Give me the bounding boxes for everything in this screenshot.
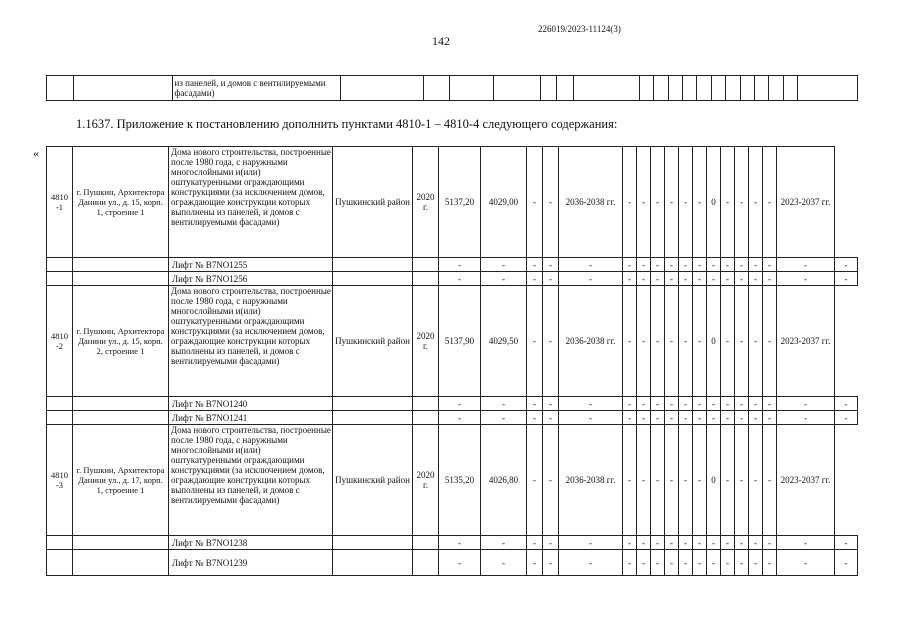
lift-row bbox=[47, 536, 858, 550]
empty-cell bbox=[73, 258, 169, 272]
lift-value: - bbox=[835, 411, 858, 425]
record-value: - bbox=[679, 286, 693, 397]
record-address: г. Пушкин, Архитектора Данини ул., д. 15, корп. 1, строение 1 bbox=[73, 147, 169, 258]
empty-cell bbox=[711, 76, 725, 101]
lift-value: - bbox=[707, 536, 721, 550]
continuation-row bbox=[47, 76, 858, 101]
record-value: - bbox=[651, 286, 665, 397]
lift-value: - bbox=[543, 258, 559, 272]
record-value: - bbox=[543, 286, 559, 397]
empty-cell bbox=[697, 76, 711, 101]
lift-value: - bbox=[665, 536, 679, 550]
lift-value: - bbox=[721, 550, 735, 576]
lift-value: - bbox=[559, 272, 623, 286]
lift-value: - bbox=[749, 550, 763, 576]
record-code: 4810 -1 bbox=[47, 147, 73, 258]
record-address: г. Пушкин, Архитектора Данини ул., д. 15, корп. 2, строение 1 bbox=[73, 286, 169, 397]
lift-value: - bbox=[637, 272, 651, 286]
lift-value: - bbox=[623, 258, 637, 272]
record-district: Пушкинский район bbox=[333, 147, 413, 258]
lift-value: - bbox=[735, 272, 749, 286]
document-number: 226019/2023-11124(3) bbox=[538, 24, 621, 34]
record-value: - bbox=[637, 147, 651, 258]
empty-cell bbox=[413, 411, 439, 425]
record-value: - bbox=[763, 286, 777, 397]
record-row bbox=[47, 286, 858, 397]
empty-cell bbox=[333, 258, 413, 272]
lift-value: - bbox=[527, 272, 543, 286]
lift-value: - bbox=[559, 550, 623, 576]
lift-value: - bbox=[749, 536, 763, 550]
lift-value: - bbox=[735, 397, 749, 411]
empty-cell bbox=[333, 397, 413, 411]
record-area-total: 5135,20 bbox=[439, 425, 481, 536]
lift-value: - bbox=[777, 397, 835, 411]
lift-value: - bbox=[665, 258, 679, 272]
record-value: - bbox=[679, 147, 693, 258]
empty-cell bbox=[413, 258, 439, 272]
lift-value: - bbox=[749, 397, 763, 411]
record-description: Дома нового строительства, построенные после 1980 года, с наружными многослойными и(или) оштукатуренными ограждающими конструкциями (за исключением домов, ограждающие конструкции которых выполнены из панелей, и домов с вентилируемыми фасадами) bbox=[169, 425, 333, 536]
lift-value: - bbox=[721, 411, 735, 425]
record-address: г. Пушкин, Архитектора Данини ул., д. 17, корп. 1, строение 1 bbox=[73, 425, 169, 536]
record-value: 0 bbox=[707, 425, 721, 536]
lift-value: - bbox=[735, 550, 749, 576]
empty-cell bbox=[47, 272, 73, 286]
lift-value: - bbox=[543, 397, 559, 411]
lift-value: - bbox=[777, 411, 835, 425]
lift-value: - bbox=[679, 411, 693, 425]
lift-value: - bbox=[679, 550, 693, 576]
empty-cell bbox=[726, 76, 740, 101]
lift-value: - bbox=[637, 550, 651, 576]
lift-value: - bbox=[637, 536, 651, 550]
record-value: - bbox=[679, 425, 693, 536]
record-value: - bbox=[527, 425, 543, 536]
empty-cell bbox=[668, 76, 682, 101]
record-value: - bbox=[721, 425, 735, 536]
record-area-total: 5137,90 bbox=[439, 286, 481, 397]
empty-cell bbox=[73, 536, 169, 550]
record-repair-period: 2036-2038 гг. bbox=[559, 147, 623, 258]
section-heading: 1.1637. Приложение к постановлению дополнить пунктами 4810-1 – 4810-4 следующего содержания: bbox=[76, 117, 618, 131]
record-value: - bbox=[735, 425, 749, 536]
lift-value: - bbox=[693, 258, 707, 272]
lift-value: - bbox=[439, 272, 481, 286]
lift-value: - bbox=[763, 536, 777, 550]
empty-cell bbox=[769, 76, 783, 101]
lift-row bbox=[47, 411, 858, 425]
record-value: - bbox=[651, 425, 665, 536]
record-value: - bbox=[763, 147, 777, 258]
lift-value: - bbox=[439, 397, 481, 411]
record-year: 2020 г. bbox=[413, 147, 439, 258]
empty-cell bbox=[573, 76, 639, 101]
record-value: - bbox=[665, 425, 679, 536]
lift-value: - bbox=[721, 397, 735, 411]
lift-value: - bbox=[651, 550, 665, 576]
lift-value: - bbox=[665, 411, 679, 425]
record-value: - bbox=[763, 425, 777, 536]
lift-row bbox=[47, 397, 858, 411]
lift-value: - bbox=[835, 258, 858, 272]
lift-name: Лифт № B7NO1238 bbox=[169, 536, 333, 550]
empty-cell bbox=[413, 397, 439, 411]
record-year: 2020 г. bbox=[413, 425, 439, 536]
record-value: 0 bbox=[707, 286, 721, 397]
record-district: Пушкинский район bbox=[333, 425, 413, 536]
lift-value: - bbox=[559, 397, 623, 411]
lift-value: - bbox=[651, 397, 665, 411]
lift-value: - bbox=[777, 550, 835, 576]
empty-cell bbox=[413, 536, 439, 550]
record-value: - bbox=[721, 147, 735, 258]
lift-value: - bbox=[835, 550, 858, 576]
record-value: - bbox=[637, 425, 651, 536]
empty-cell bbox=[493, 76, 540, 101]
lift-value: - bbox=[651, 258, 665, 272]
record-value: - bbox=[693, 286, 707, 397]
lift-value: - bbox=[721, 258, 735, 272]
record-value: - bbox=[651, 147, 665, 258]
empty-cell bbox=[47, 536, 73, 550]
lift-value: - bbox=[693, 397, 707, 411]
empty-cell bbox=[740, 76, 754, 101]
lift-value: - bbox=[637, 411, 651, 425]
lift-value: - bbox=[623, 397, 637, 411]
empty-cell bbox=[333, 411, 413, 425]
lift-value: - bbox=[665, 397, 679, 411]
lift-value: - bbox=[749, 272, 763, 286]
lift-value: - bbox=[543, 550, 559, 576]
lift-name: Лифт № B7NO1239 bbox=[169, 550, 333, 576]
lift-value: - bbox=[735, 258, 749, 272]
lift-value: - bbox=[623, 411, 637, 425]
record-value: - bbox=[749, 147, 763, 258]
lift-value: - bbox=[777, 258, 835, 272]
lift-value: - bbox=[637, 397, 651, 411]
empty-cell bbox=[333, 272, 413, 286]
empty-cell bbox=[73, 76, 172, 101]
lift-row bbox=[47, 550, 858, 576]
record-value: - bbox=[735, 147, 749, 258]
empty-cell bbox=[413, 272, 439, 286]
empty-cell bbox=[423, 76, 450, 101]
lift-value: - bbox=[527, 258, 543, 272]
record-code: 4810 -3 bbox=[47, 425, 73, 536]
lift-value: - bbox=[763, 397, 777, 411]
record-area-living: 4026,80 bbox=[481, 425, 527, 536]
continuation-table bbox=[46, 75, 858, 101]
record-final-period: 2023-2037 гг. bbox=[777, 425, 835, 536]
lift-value: - bbox=[693, 272, 707, 286]
lift-value: - bbox=[693, 536, 707, 550]
lift-value: - bbox=[543, 272, 559, 286]
lift-value: - bbox=[835, 536, 858, 550]
lift-value: - bbox=[749, 258, 763, 272]
lift-value: - bbox=[707, 411, 721, 425]
record-row bbox=[47, 425, 858, 536]
empty-cell bbox=[450, 76, 493, 101]
lift-value: - bbox=[439, 411, 481, 425]
record-value: - bbox=[527, 286, 543, 397]
record-value: - bbox=[543, 425, 559, 536]
record-value: - bbox=[693, 147, 707, 258]
record-description: Дома нового строительства, построенные после 1980 года, с наружными многослойными и(или) оштукатуренными ограждающими конструкциями (за исключением домов, ограждающие конструкции которых выполнены из панелей, и домов с вентилируемыми фасадами) bbox=[169, 286, 333, 397]
lift-value: - bbox=[693, 411, 707, 425]
empty-cell bbox=[333, 536, 413, 550]
empty-cell bbox=[73, 550, 169, 576]
record-repair-period: 2036-2038 гг. bbox=[559, 286, 623, 397]
record-value: - bbox=[637, 286, 651, 397]
lift-value: - bbox=[707, 397, 721, 411]
lift-value: - bbox=[623, 550, 637, 576]
lift-value: - bbox=[543, 411, 559, 425]
record-value: - bbox=[735, 286, 749, 397]
lift-value: - bbox=[665, 272, 679, 286]
empty-cell bbox=[73, 272, 169, 286]
empty-cell bbox=[654, 76, 668, 101]
record-repair-period: 2036-2038 гг. bbox=[559, 425, 623, 536]
lift-value: - bbox=[481, 411, 527, 425]
lift-value: - bbox=[679, 272, 693, 286]
lift-value: - bbox=[651, 536, 665, 550]
lift-value: - bbox=[543, 536, 559, 550]
record-value: - bbox=[665, 286, 679, 397]
lift-value: - bbox=[721, 536, 735, 550]
lift-row bbox=[47, 272, 858, 286]
record-year: 2020 г. bbox=[413, 286, 439, 397]
lift-value: - bbox=[623, 272, 637, 286]
lift-value: - bbox=[707, 550, 721, 576]
lift-value: - bbox=[763, 272, 777, 286]
record-area-total: 5137,20 bbox=[439, 147, 481, 258]
record-final-period: 2023-2037 гг. bbox=[777, 147, 835, 258]
record-value: - bbox=[721, 286, 735, 397]
records-table bbox=[46, 146, 858, 576]
record-value: - bbox=[543, 147, 559, 258]
empty-cell bbox=[413, 550, 439, 576]
lift-value: - bbox=[693, 550, 707, 576]
lift-value: - bbox=[439, 550, 481, 576]
lift-value: - bbox=[679, 536, 693, 550]
lift-value: - bbox=[665, 550, 679, 576]
lift-value: - bbox=[651, 272, 665, 286]
empty-cell bbox=[73, 397, 169, 411]
record-value: - bbox=[749, 425, 763, 536]
empty-cell bbox=[341, 76, 423, 101]
opening-quote: « bbox=[33, 146, 39, 160]
lift-value: - bbox=[527, 536, 543, 550]
empty-cell bbox=[540, 76, 556, 101]
empty-cell bbox=[47, 397, 73, 411]
record-code: 4810 -2 bbox=[47, 286, 73, 397]
lift-name: Лифт № B7NO1241 bbox=[169, 411, 333, 425]
lift-value: - bbox=[679, 258, 693, 272]
empty-cell bbox=[798, 76, 858, 101]
empty-cell bbox=[682, 76, 696, 101]
empty-cell bbox=[783, 76, 797, 101]
record-value: - bbox=[527, 147, 543, 258]
lift-value: - bbox=[763, 411, 777, 425]
lift-value: - bbox=[623, 536, 637, 550]
lift-row bbox=[47, 258, 858, 272]
lift-value: - bbox=[735, 411, 749, 425]
record-area-living: 4029,00 bbox=[481, 147, 527, 258]
lift-name: Лифт № B7NO1255 bbox=[169, 258, 333, 272]
lift-value: - bbox=[481, 272, 527, 286]
page-number: 142 bbox=[432, 34, 450, 48]
lift-value: - bbox=[749, 411, 763, 425]
empty-cell bbox=[47, 76, 74, 101]
record-row bbox=[47, 147, 858, 258]
lift-value: - bbox=[559, 258, 623, 272]
record-final-period: 2023-2037 гг. bbox=[777, 286, 835, 397]
lift-value: - bbox=[777, 536, 835, 550]
record-value: - bbox=[623, 425, 637, 536]
record-value: - bbox=[623, 147, 637, 258]
lift-value: - bbox=[527, 397, 543, 411]
lift-value: - bbox=[481, 258, 527, 272]
continuation-description: из панелей, и домов с вентилируемыми фасадами) bbox=[172, 76, 341, 101]
lift-name: Лифт № B7NO1256 bbox=[169, 272, 333, 286]
empty-cell bbox=[333, 550, 413, 576]
lift-value: - bbox=[721, 272, 735, 286]
record-area-living: 4029,50 bbox=[481, 286, 527, 397]
lift-value: - bbox=[763, 550, 777, 576]
lift-value: - bbox=[481, 397, 527, 411]
lift-value: - bbox=[481, 550, 527, 576]
empty-cell bbox=[73, 411, 169, 425]
lift-value: - bbox=[777, 272, 835, 286]
lift-value: - bbox=[439, 536, 481, 550]
empty-cell bbox=[754, 76, 768, 101]
empty-cell bbox=[639, 76, 653, 101]
lift-value: - bbox=[651, 411, 665, 425]
empty-cell bbox=[47, 550, 73, 576]
record-description: Дома нового строительства, построенные после 1980 года, с наружными многослойными и(или) оштукатуренными ограждающими конструкциями (за исключением домов, ограждающие конструкции которых выполнены из панелей, и домов с вентилируемыми фасадами) bbox=[169, 147, 333, 258]
empty-cell bbox=[47, 258, 73, 272]
lift-value: - bbox=[559, 536, 623, 550]
lift-value: - bbox=[707, 258, 721, 272]
lift-value: - bbox=[735, 536, 749, 550]
lift-value: - bbox=[527, 411, 543, 425]
lift-value: - bbox=[835, 397, 858, 411]
empty-cell bbox=[557, 76, 573, 101]
record-value: - bbox=[693, 425, 707, 536]
lift-value: - bbox=[679, 397, 693, 411]
lift-value: - bbox=[439, 258, 481, 272]
lift-value: - bbox=[835, 272, 858, 286]
record-district: Пушкинский район bbox=[333, 286, 413, 397]
lift-name: Лифт № B7NO1240 bbox=[169, 397, 333, 411]
lift-value: - bbox=[527, 550, 543, 576]
lift-value: - bbox=[637, 258, 651, 272]
lift-value: - bbox=[707, 272, 721, 286]
lift-value: - bbox=[481, 536, 527, 550]
lift-value: - bbox=[763, 258, 777, 272]
record-value: - bbox=[665, 147, 679, 258]
record-value: - bbox=[623, 286, 637, 397]
record-value: - bbox=[749, 286, 763, 397]
empty-cell bbox=[47, 411, 73, 425]
record-value: 0 bbox=[707, 147, 721, 258]
lift-value: - bbox=[559, 411, 623, 425]
